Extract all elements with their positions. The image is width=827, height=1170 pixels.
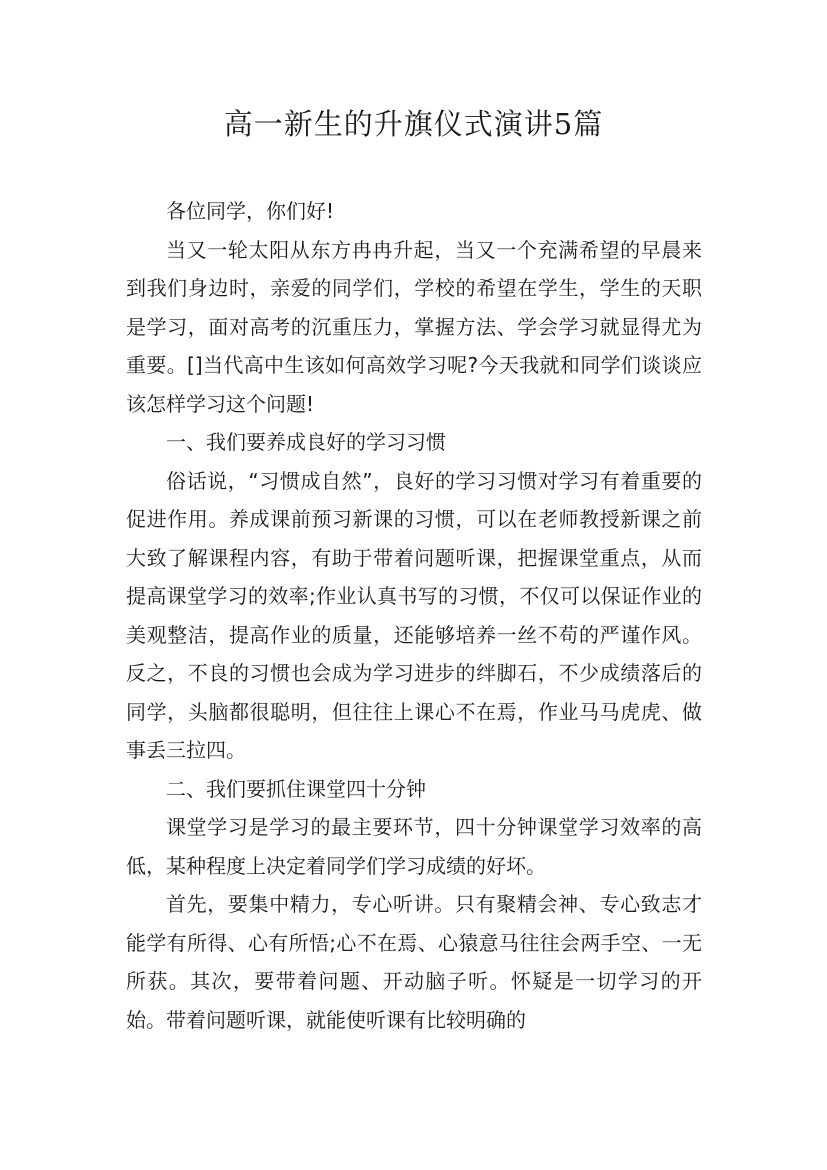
document-title: 高一新生的升旗仪式演讲5篇 [223, 107, 604, 141]
document-body [126, 192, 702, 1039]
paragraph-focus: 首先，要集中精力，专心听讲。只有聚精会神、专心致志才能学有所得、心有所悟;心不在焉、心猿意马往往会两手空、一无所获。其次，要带着问题、开动脑子听。怀疑是一切学习的开始。带着问题听课，就能使听课有比较明确的 [126, 892, 702, 1032]
paragraph-classroom: 课堂学习是学习的最主要环节，四十分钟课堂学习效率的高低，某种程度上决定着同学们学习成绩的好坏。 [126, 815, 702, 878]
section-heading-habits: 一、我们要养成良好的学习习惯 [166, 430, 446, 454]
paragraph-intro: 当又一轮太阳从东方冉冉升起，当又一个充满希望的早晨来到我们身边时，亲爱的同学们，学校的希望在学生，学生的天职是学习，面对高考的沉重压力，掌握方法、学会学习就显得尤为重要。[]当代高中生该如何高效学习呢?今天我就和同学们谈谈应该怎样学习这个问题! [126, 237, 702, 416]
paragraph-greeting: 各位同学，你们好! [166, 199, 335, 223]
section-heading-classroom: 二、我们要抓住课堂四十分钟 [166, 776, 426, 801]
paragraph-habits: 俗话说，“习惯成自然”，良好的学习习惯对学习有着重要的促进作用。养成课前预习新课的习惯，可以在老师教授新课之前大致了解课程内容，有助于带着问题听课，把握课堂重点，从而提高课堂学习的效率;作业认真书写的习惯，不仅可以保证作业的美观整洁，提高作业的质量，还能够培养一丝不苟的严谨作风。反之，不良的习惯也会成为学习进步的绊脚石，不少成绩落后的同学，头脑都很聪明，但往往上课心不在焉，作业马马虎虎、做事丢三拉四。 [126, 468, 702, 762]
